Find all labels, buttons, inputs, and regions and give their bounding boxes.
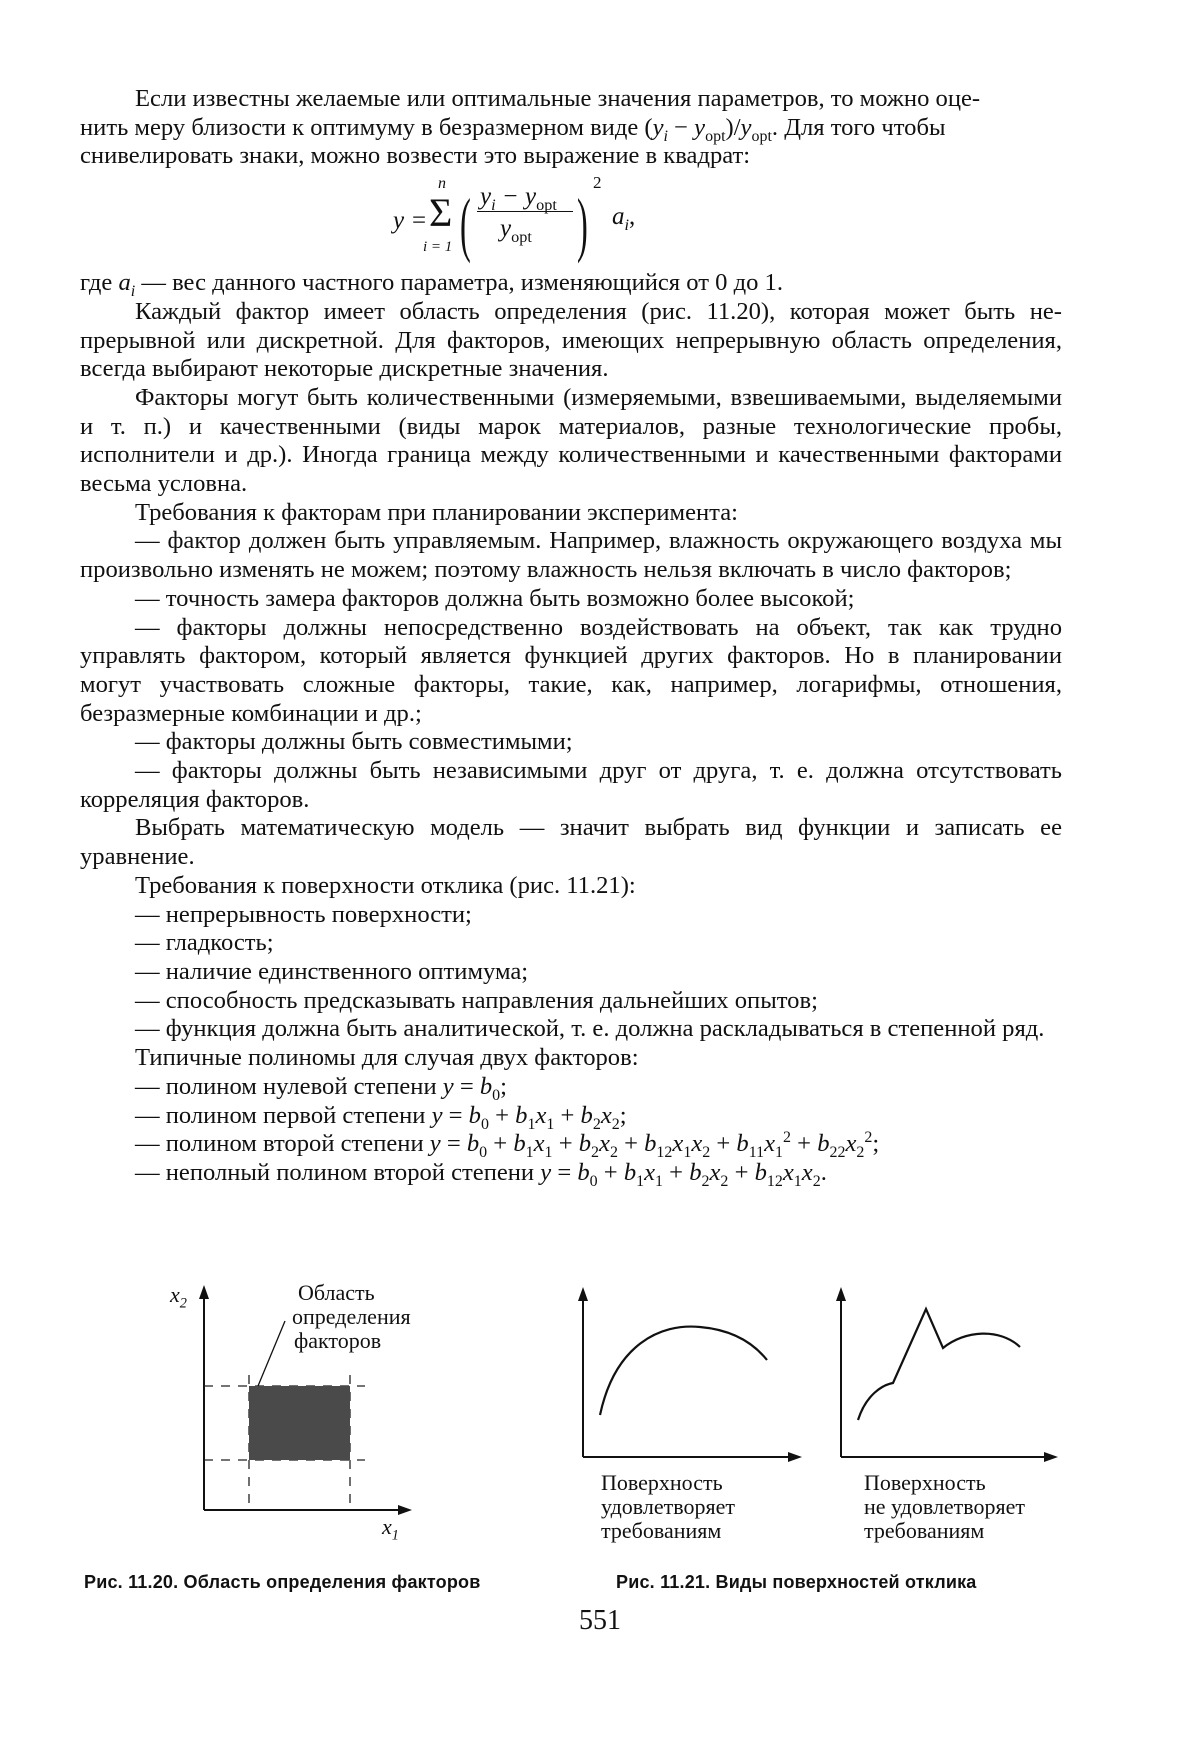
req-item: — факторы должны быть совместимыми;	[135, 728, 573, 756]
poly-item-0: — полином нулевой степени $y = b_0$;	[135, 1072, 507, 1104]
sigma-symbol: Σ	[429, 190, 453, 236]
area-label-3: факторов	[294, 1328, 382, 1353]
right-paren: )	[577, 184, 588, 265]
surfaces-plot	[570, 1285, 1070, 1465]
surf-title: Требования к поверхности отклика (рис. 11.21):	[135, 871, 636, 899]
formula-power: 2	[593, 173, 602, 193]
where-line: где $a_i$ — вес данного частного параметра, изменяющийся от 0 до 1.	[80, 269, 783, 301]
req-title: Требования к факторам при планировании эксперимента:	[135, 498, 738, 526]
intro-line-1: Если известны желаемые или оптимальные значения параметров, то можно оце-	[135, 85, 981, 112]
surf-item: — непрерывность поверхности;	[135, 900, 472, 928]
left-paren: (	[460, 184, 471, 265]
formula-weight: $a_i$,	[612, 203, 636, 235]
area-label-1: Область	[298, 1280, 375, 1305]
page-text	[80, 85, 1062, 1188]
para-factors: Каждый фактор имеет область определения (рис. 11.20), которая может быть непрерывной или дискретной. Для факторов, имеющих непрерывную область определения, всегда выбирают некоторые дискретные значения.	[80, 297, 1062, 383]
left-label-1: Поверхность	[601, 1470, 723, 1495]
formula-lhs: y =	[393, 207, 428, 235]
figure-response-surfaces	[570, 1285, 1070, 1565]
poly-item-1: — полином первой степени $y = b_0 + b_1x_1 + b_2x_2$;	[135, 1101, 627, 1133]
x1-label: $x_1$	[382, 1514, 399, 1544]
poly-item-3: — неполный полином второй степени $y = b_0 + b_1x_1 + b_2x_2 + b_{12}x_1x_2$.	[135, 1158, 827, 1190]
x1-axis-arrow-icon	[398, 1505, 412, 1515]
intro-line2-pre: нить меру близости к оптимуму в безразмерном виде (	[80, 113, 653, 141]
intro-line2-post: Для того чтобы	[784, 113, 946, 141]
x2-label: $x_2$	[170, 1282, 187, 1312]
smooth-surface-curve	[600, 1327, 767, 1415]
right-y-axis-arrow-icon	[836, 1287, 846, 1301]
surf-item: — гладкость;	[135, 929, 274, 957]
fig1-caption: Рис. 11.20. Область определения факторов	[84, 1572, 481, 1592]
right-x-axis-arrow-icon	[1044, 1452, 1058, 1462]
intro-line-2: нить меру близости к оптимуму в безразмерном виде $(y_i - y_{opt})/y_{opt}$. Для того чтобы	[80, 113, 946, 145]
page-number: 551	[579, 1605, 621, 1636]
right-label-2: не удовлетворяет	[864, 1494, 1026, 1519]
figure-factor-area	[150, 1280, 470, 1565]
x2-axis-arrow-icon	[199, 1285, 209, 1299]
area-label-2: определения	[292, 1304, 411, 1329]
formula-sum-bottom: i = 1	[423, 239, 453, 256]
surf-item: — функция должна быть аналитической, т. е. должна раскладываться в степенной ряд.	[135, 1015, 1045, 1043]
left-label-2: удовлетворяет	[601, 1494, 735, 1519]
fig2-caption: Рис. 11.21. Виды поверхностей отклика	[616, 1572, 977, 1592]
left-y-axis-arrow-icon	[578, 1287, 588, 1301]
broken-surface-curve	[858, 1309, 1020, 1420]
left-label-3: требованиям	[601, 1518, 722, 1543]
para-quant: Факторы могут быть количественными (измеряемыми, взвешиваемыми, выделяемыми и т. п.) и качественными (виды марок материалов, разные технологические пробы, исполнители и др.). Иногда граница между количественными и качественными факторами весьма условна.	[80, 383, 1062, 498]
req-item: — фактор должен быть управляемым. Например, влажность окружающего воздуха мы произвольно изменять не можем; поэтому влажность нельзя включать в число факторов;	[80, 527, 1062, 584]
req-item: — факторы должны быть независимыми друг от друга, т. е. должна отсутствовать корреляция факторов.	[80, 757, 1062, 813]
area-leader-line	[258, 1321, 285, 1386]
right-label-1: Поверхность	[864, 1470, 986, 1495]
formula-denominator: $y_{opt}$	[500, 215, 532, 247]
right-label-3: требованиям	[864, 1518, 985, 1543]
formula-sum-top: n	[438, 175, 446, 193]
fraction-bar	[477, 211, 573, 212]
req-item: — факторы должны непосредственно воздействовать на объект, так как трудно управлять фактором, который является функцией других факторов. Но в планировании могут участвовать сложные факторы, такие, как, например, логарифмы, отношения, безразмерные комбинации и др.;	[80, 613, 1062, 727]
surf-item: — способность предсказывать направления дальнейших опытов;	[135, 986, 818, 1014]
poly-title: Типичные полиномы для случая двух факторов:	[135, 1044, 639, 1072]
surf-item: — наличие единственного оптимума;	[135, 957, 529, 985]
para-model: Выбрать математическую модель — значит выбрать вид функции и записать ее уравнение.	[80, 814, 1062, 871]
req-item: — точность замера факторов должна быть возможно более высокой;	[135, 584, 855, 612]
optimality-formula	[80, 171, 1062, 269]
intro-line-3: снивелировать знаки, можно возвести это выражение в квадрат:	[80, 142, 751, 170]
factor-area-rect	[249, 1386, 350, 1460]
left-x-axis-arrow-icon	[788, 1452, 802, 1462]
poly-item-2: — полином второй степени $y = b_0 + b_1x_1 + b_2x_2 + b_{12}x_1x_2 + b_{11}x_1^2 + b_{22}x_2^2$;	[135, 1129, 880, 1162]
formula-numerator: $y_i - y_{opt}$	[480, 183, 557, 215]
